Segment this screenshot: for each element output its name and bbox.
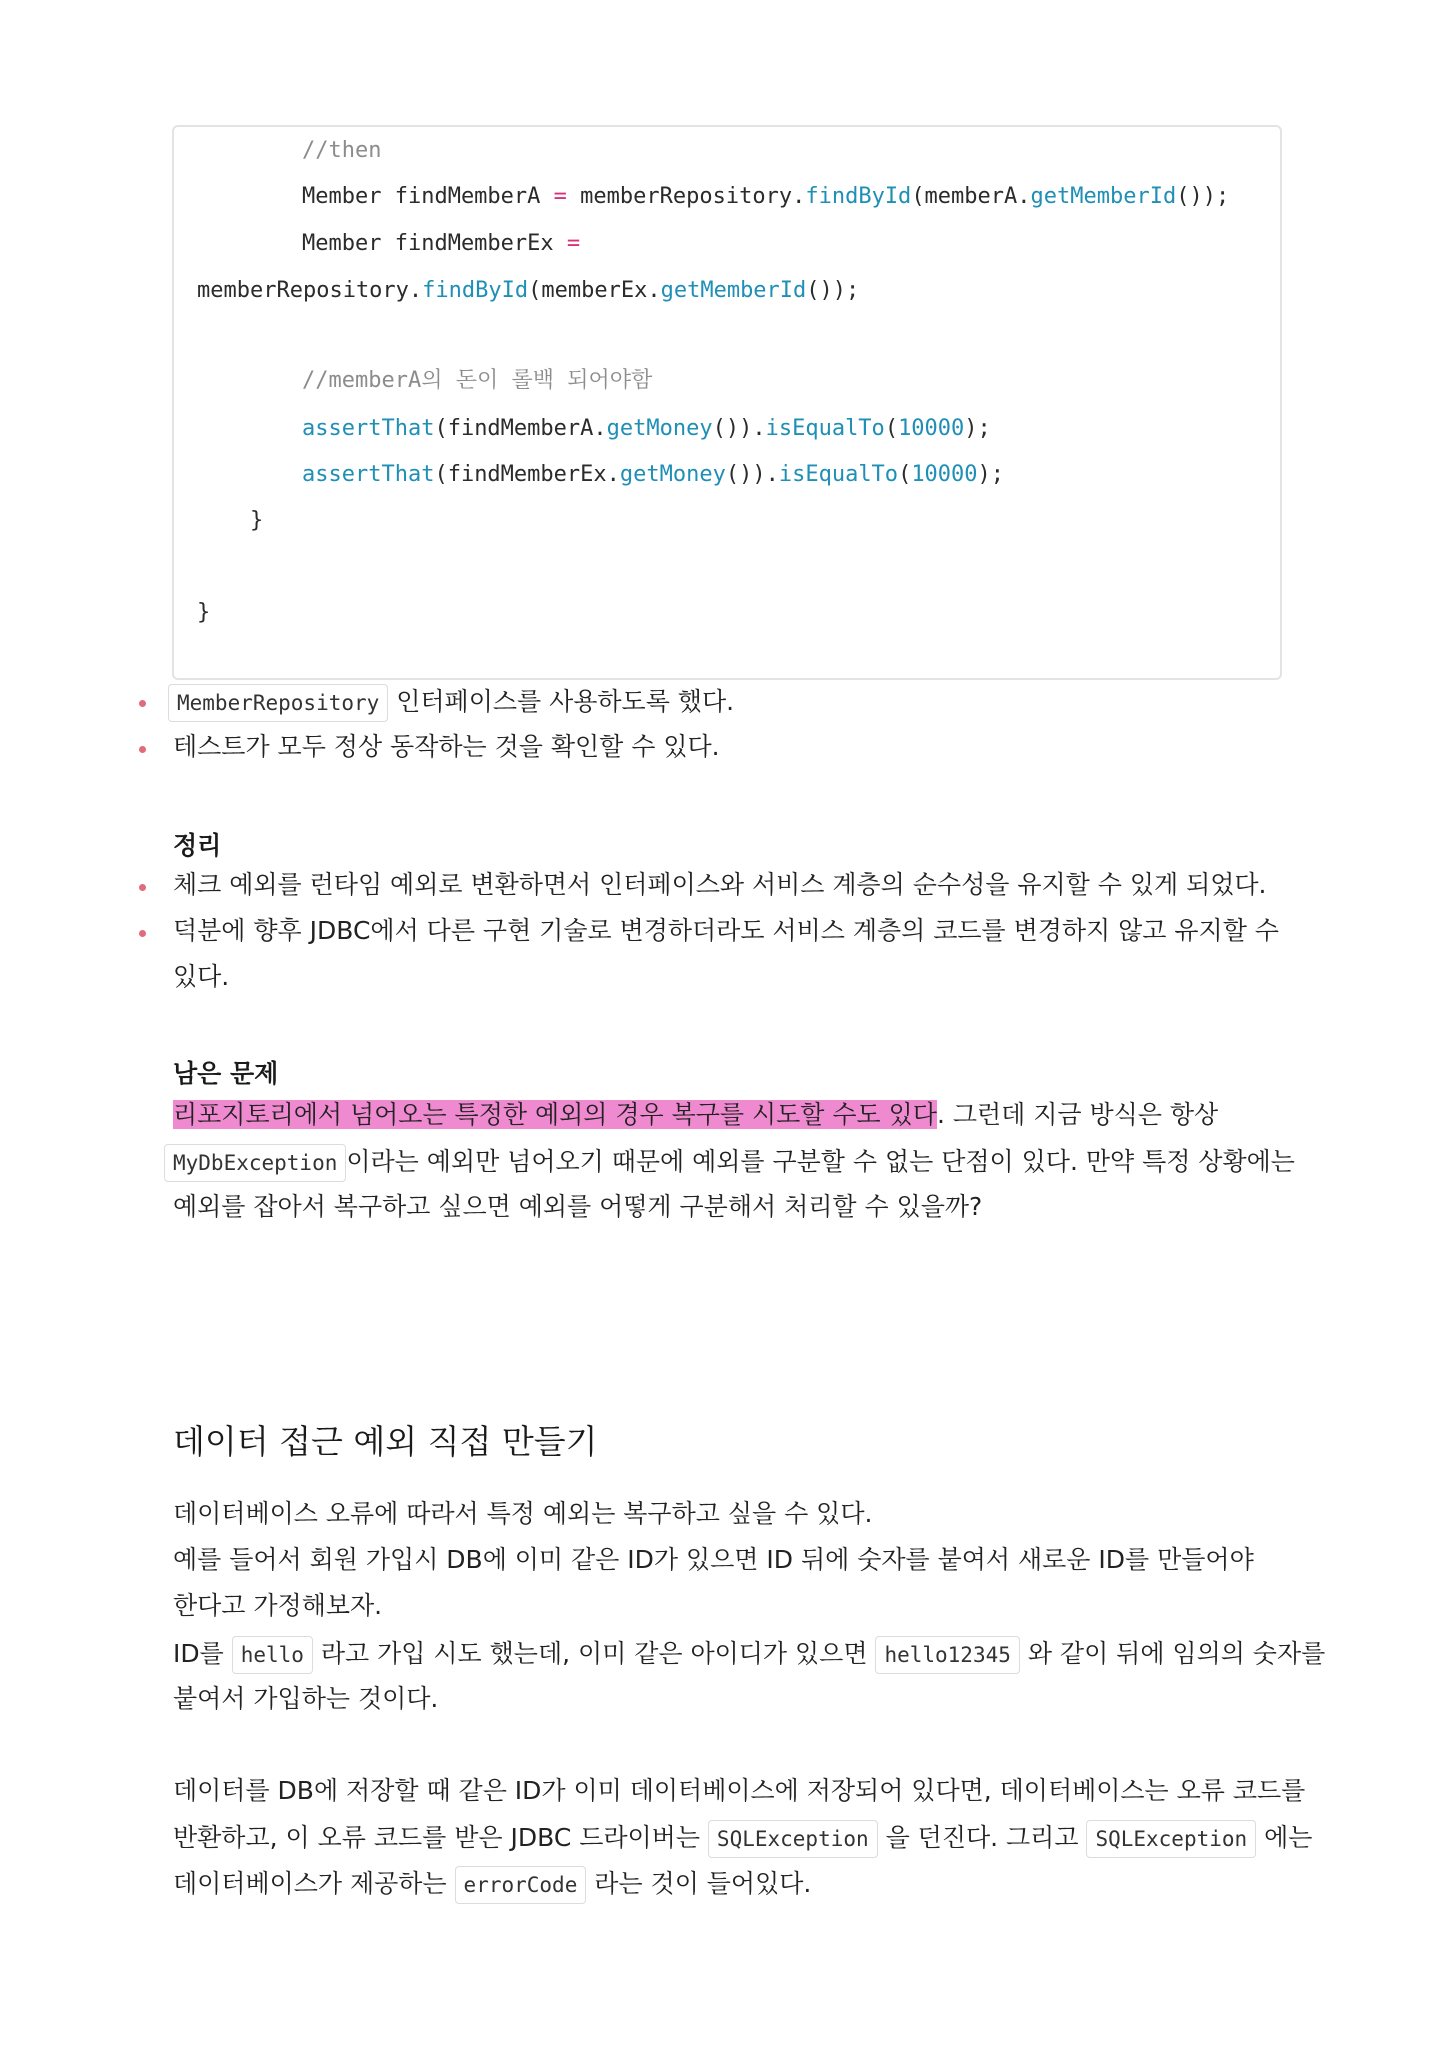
code-line-find-member-a: Member findMemberA = memberRepository.findById(memberA.getMemberId()); xyxy=(302,184,1230,209)
section-paragraph-4-line-3: 데이터베이스가 제공하는 errorCode 라는 것이 들어있다. xyxy=(173,1866,811,1904)
summary-item-2-line-1: 덕분에 향후 JDBC에서 다른 구현 기술로 변경하더라도 서비스 계층의 코드를 변경하지 않고 유지할 수 xyxy=(173,916,1279,945)
inline-code-errorcode: errorCode xyxy=(455,1866,587,1904)
code-brace-class: } xyxy=(197,600,211,625)
summary-item-1: 체크 예외를 런타임 예외로 변환하면서 인터페이스와 서비스 계층의 순수성을 유지할 수 있게 되었다. xyxy=(173,870,1267,899)
section-paragraph-2-line-2: 한다고 가정해보자. xyxy=(173,1591,383,1620)
code-line-find-member-ex-decl: Member findMemberEx = xyxy=(302,231,581,256)
inline-code-sqlexception: SQLException xyxy=(708,1820,878,1858)
bullet-item-repository: MemberRepository 인터페이스를 사용하도록 했다. xyxy=(168,684,734,722)
summary-item-2-line-2: 있다. xyxy=(173,962,230,991)
inline-code-hello: hello xyxy=(232,1636,313,1674)
section-title: 데이터 접근 예외 직접 만들기 xyxy=(173,1422,598,1461)
inline-code-hello12345: hello12345 xyxy=(875,1636,1019,1674)
section-paragraph-4-line-2: 반환하고, 이 오류 코드를 받은 JDBC 드라이버는 SQLException 을 던진다. 그리고 SQLException 에는 xyxy=(173,1820,1312,1858)
highlighted-text: 리포지토리에서 넘어오는 특정한 예외의 경우 복구를 시도할 수도 있다 xyxy=(173,1100,937,1129)
remaining-paragraph-line-3: 예외를 잡아서 복구하고 싶으면 예외를 어떻게 구분해서 처리할 수 있을까? xyxy=(173,1192,983,1221)
code-line-find-member-ex-call: memberRepository.findById(memberEx.getMemberId()); xyxy=(197,278,860,303)
summary-heading: 정리 xyxy=(173,831,222,860)
code-brace-method: } xyxy=(250,508,264,533)
section-paragraph-1: 데이터베이스 오류에 따라서 특정 예외는 복구하고 싶을 수 있다. xyxy=(173,1499,873,1528)
remaining-paragraph-line-1: 리포지토리에서 넘어오는 특정한 예외의 경우 복구를 시도할 수도 있다. 그런데 지금 방식은 항상 xyxy=(173,1100,1219,1129)
bullet-icon xyxy=(139,746,146,753)
section-paragraph-4-line-1: 데이터를 DB에 저장할 때 같은 ID가 이미 데이터베이스에 저장되어 있다면, 데이터베이스는 오류 코드를 xyxy=(173,1776,1306,1805)
inline-code-member-repository: MemberRepository xyxy=(168,684,388,722)
bullet-item-tests: 테스트가 모두 정상 동작하는 것을 확인할 수 있다. xyxy=(173,732,720,761)
inline-code-mydbexception: MyDbException xyxy=(164,1144,346,1182)
section-paragraph-3-line-1: ID를 hello 라고 가입 시도 했는데, 이미 같은 아이디가 있으면 hello12345 와 같이 뒤에 임의의 숫자를 xyxy=(173,1636,1325,1674)
bullet-icon xyxy=(139,700,146,707)
remaining-heading: 남은 문제 xyxy=(173,1059,279,1088)
inline-code-sqlexception-2: SQLException xyxy=(1086,1820,1256,1858)
code-comment-then: //then xyxy=(302,138,382,163)
remaining-paragraph-line-2: MyDbException 이라는 예외만 넘어오기 때문에 예외를 구분할 수 없는 단점이 있다. 만약 특정 상황에는 xyxy=(164,1144,1295,1182)
section-paragraph-2-line-1: 예를 들어서 회원 가입시 DB에 이미 같은 ID가 있으면 ID 뒤에 숫자를 붙여서 새로운 ID를 만들어야 xyxy=(173,1545,1254,1574)
code-line-assert-a: assertThat(findMemberA.getMoney()).isEqualTo(10000); xyxy=(302,416,991,441)
bullet-icon xyxy=(139,884,146,891)
bullet-icon xyxy=(139,930,146,937)
section-paragraph-3-line-2: 붙여서 가입하는 것이다. xyxy=(173,1684,439,1713)
code-line-assert-ex: assertThat(findMemberEx.getMoney()).isEqualTo(10000); xyxy=(302,462,1005,487)
code-comment-rollback: //memberA의 돈이 롤백 되어야함 xyxy=(302,368,653,393)
